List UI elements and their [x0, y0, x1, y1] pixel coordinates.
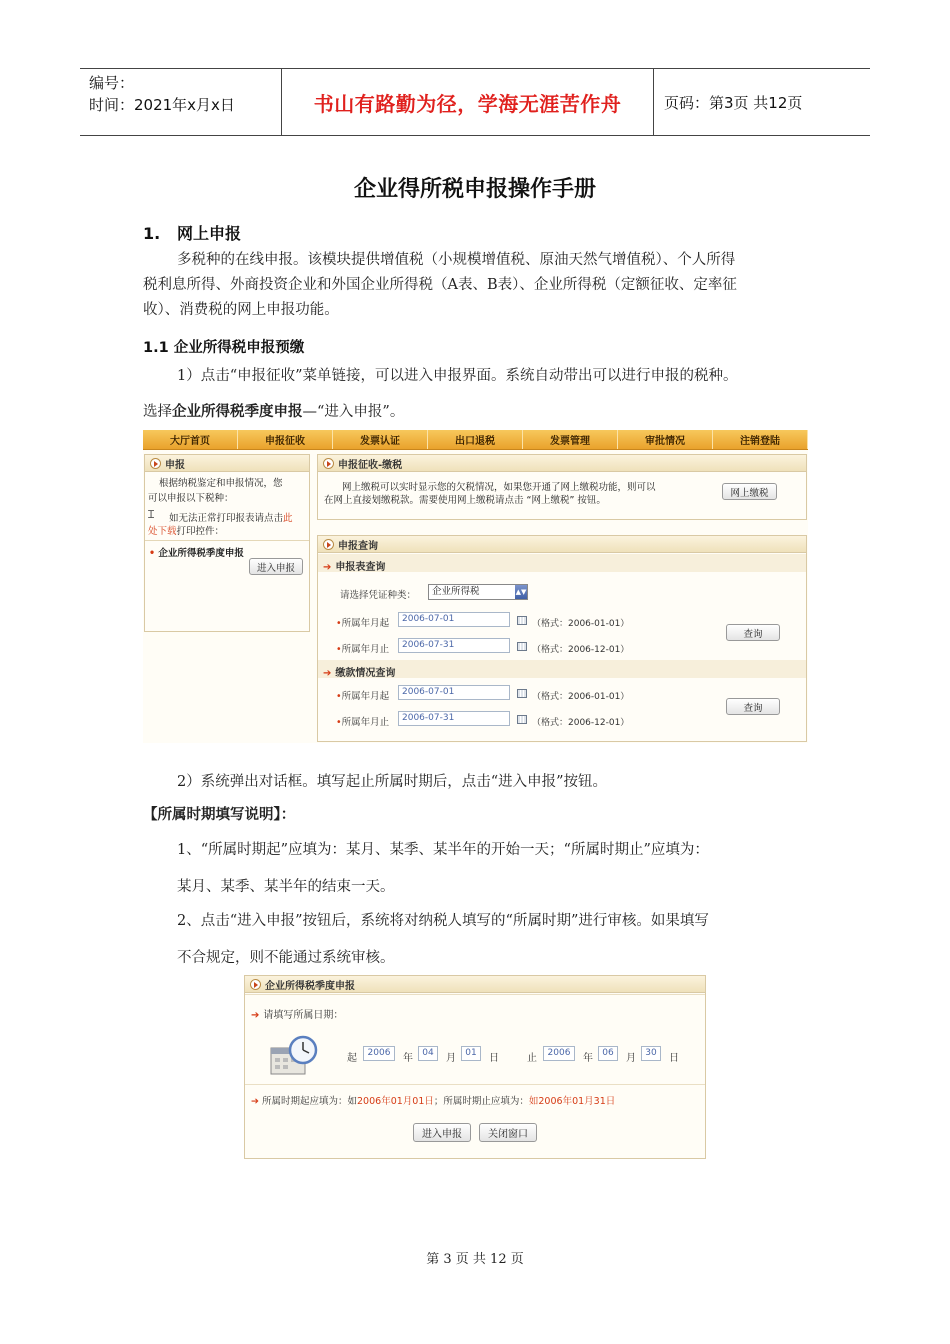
document-header [80, 68, 870, 136]
unit-day: 日 [489, 1053, 499, 1064]
panel-arrow-icon [150, 458, 161, 469]
panel-arrow-icon [323, 458, 334, 469]
pay-to-format-hint: （格式：2006-12-01） [532, 718, 630, 728]
text-cursor-icon: Ɪ [148, 508, 155, 521]
date-prompt: ➔ 请填写所属日期： [251, 1010, 344, 1021]
page-footer: 第 3 页 共 12 页 [426, 1252, 524, 1267]
nav-item-export-refund[interactable]: 出口退税 [428, 430, 523, 449]
to-date-input[interactable]: 2006-07-31 [398, 638, 510, 653]
step1-text: 1）点击“申报征收”菜单链接，可以进入申报界面。系统自动带出可以进行申报的税种。 [177, 368, 738, 384]
calendar-clock-icon [267, 1034, 319, 1078]
period-dialog-screenshot [244, 975, 706, 1159]
start-month-input[interactable]: 04 [418, 1046, 438, 1061]
header-time: 时间：2021年x月x日 [89, 96, 235, 114]
bullet-icon: • [149, 548, 156, 559]
end-day-input[interactable]: 30 [641, 1046, 661, 1061]
nav-item-invoice-manage[interactable]: 发票管理 [523, 430, 618, 449]
pay-from-date-input[interactable]: 2006-07-01 [398, 685, 510, 700]
pay-panel: 申报征收-缴税 网上缴税可以实时显示您的欠税情况，如果您开通了网上缴税功能，则可以 在网上直接划缴税款。需要使用网上缴税请点击 “网上缴税” 按钮。 网上缴税 [317, 454, 807, 520]
select-prefix: 选择 [143, 404, 172, 420]
header-motto: 书山有路勤为径，学海无涯苦作舟 [282, 69, 654, 135]
voucher-type-select[interactable]: 企业所得税 ▲▼ [428, 584, 528, 600]
from-label: •所属年月起 [336, 618, 390, 629]
unit-year: 年 [583, 1053, 593, 1064]
tax-portal-screenshot [143, 430, 808, 743]
period-note: ➔ 所属时期起应填为：如2006年01月01日；所属时期止应填为：如2006年01月31日 [251, 1096, 616, 1107]
page-title: 企业得所税申报操作手册 [353, 176, 596, 202]
online-pay-button[interactable]: 网上缴税 [722, 483, 777, 500]
nav-bar [143, 430, 808, 450]
dropdown-icon: ▲▼ [515, 585, 527, 599]
step2-text: 2）系统弹出对话框。填写起止所属时期后，点击“进入申报”按钮。 [177, 774, 608, 790]
download-link[interactable]: 此 [283, 513, 293, 524]
select-instruction [143, 400, 404, 421]
from-format-hint: （格式：2006-01-01） [532, 619, 630, 629]
calendar-icon[interactable] [517, 715, 527, 724]
to-label: •所属年月止 [336, 644, 390, 655]
note1-line-a: 1、“所属时期起”应填为：某月、某季、某半年的开始一天；“所属时期止”应填为： [177, 842, 709, 858]
paragraph-line: 多税种的在线申报。该模块提供增值税（小规模增值税、原油天然气增值税）、个人所得 [177, 252, 736, 268]
calendar-icon[interactable] [517, 616, 527, 625]
arrow-icon: ➔ [323, 668, 332, 679]
from-date-input[interactable]: 2006-07-01 [398, 612, 510, 627]
start-day-input[interactable]: 01 [461, 1046, 481, 1061]
calendar-icon[interactable] [517, 642, 527, 651]
pay-from-format-hint: （格式：2006-01-01） [532, 692, 630, 702]
nav-item-approval[interactable]: 审批情况 [618, 430, 713, 449]
declare-panel-text: 根据纳税鉴定和申报情况，您 [159, 478, 283, 489]
report-query-heading: ➔ 申报表查询 [323, 562, 386, 573]
arrow-icon: ➔ [251, 1010, 260, 1021]
note1-line-b: 某月、某季、某半年的结束一天。 [177, 879, 395, 895]
nav-item-declare[interactable]: 申报征收 [238, 430, 333, 449]
start-year-input[interactable]: 2006 [363, 1046, 395, 1061]
payment-query-button[interactable]: 查询 [726, 698, 780, 715]
select-suffix: —“进入申报”。 [302, 404, 405, 420]
report-query-button[interactable]: 查询 [726, 624, 780, 641]
voucher-type-label: 请选择凭证种类： [340, 590, 417, 601]
start-label: 起 [347, 1053, 357, 1064]
header-number: 编号： [89, 74, 135, 92]
pay-panel-header: 申报征收-缴税 [318, 455, 806, 472]
to-format-hint: （格式：2006-12-01） [532, 645, 630, 655]
section-number: 1. [143, 224, 161, 243]
section-paragraph [143, 248, 808, 323]
enter-declare-button[interactable]: 进入申报 [249, 558, 303, 575]
tax-item: • 企业所得税季度申报 [149, 548, 244, 559]
end-year-input[interactable]: 2006 [543, 1046, 575, 1061]
unit-year: 年 [403, 1053, 413, 1064]
header-page-info: 页码：第3页 共12页 [664, 93, 803, 112]
unit-month: 月 [626, 1053, 636, 1064]
header-meta [80, 69, 282, 135]
declare-panel: 申报 根据纳税鉴定和申报情况，您 可以申报以下税种： Ɪ 如无法正常打印报表请点击此 处下载打印控件： • 企业所得税季度申报 进入申报 [144, 454, 310, 632]
section-heading-text: 网上申报 [177, 224, 242, 243]
nav-item-logout[interactable]: 注销登陆 [713, 430, 808, 449]
note2-line-b: 不合规定，则不能通过系统审核。 [177, 950, 395, 966]
paragraph-line: 收）、消费税的网上申报功能。 [143, 302, 339, 318]
select-bold: 企业所得税季度申报 [172, 404, 303, 420]
close-window-button[interactable]: 关闭窗口 [479, 1123, 537, 1142]
pay-from-label: •所属年月起 [336, 691, 390, 702]
download-link-2[interactable]: 处下载 [148, 526, 177, 537]
subsection-heading: 1.1 企业所得税申报预缴 [143, 340, 305, 356]
payment-query-heading: ➔ 缴款情况查询 [323, 668, 396, 679]
pay-to-label: •所属年月止 [336, 717, 390, 728]
declare-panel-header: 申报 [145, 455, 309, 472]
query-panel [317, 535, 807, 742]
enter-declare-button[interactable]: 进入申报 [413, 1123, 471, 1142]
query-panel-header: 申报查询 [318, 536, 806, 553]
paragraph-line: 税利息所得、外商投资企业和外国企业所得税（A表、B表）、企业所得税（定额征收、定率征 [143, 277, 737, 293]
end-month-input[interactable]: 06 [598, 1046, 618, 1061]
dialog-header: 企业所得税季度申报 [245, 976, 705, 993]
nav-item-invoice-auth[interactable]: 发票认证 [333, 430, 428, 449]
pay-to-date-input[interactable]: 2006-07-31 [398, 711, 510, 726]
section-heading [143, 221, 241, 244]
nav-item-home[interactable]: 大厅首页 [143, 430, 238, 449]
arrow-icon: ➔ [251, 1096, 259, 1107]
unit-day: 日 [669, 1053, 679, 1064]
calendar-icon[interactable] [517, 689, 527, 698]
note2-line-a: 2、点击“进入申报”按钮后，系统将对纳税人填写的“所属时期”进行审核。如果填写 [177, 913, 709, 929]
panel-arrow-icon [323, 539, 334, 550]
note-heading: 【所属时期填写说明】： [143, 807, 296, 823]
arrow-icon: ➔ [323, 562, 332, 573]
panel-arrow-icon [250, 979, 261, 990]
end-label: 止 [527, 1053, 537, 1064]
unit-month: 月 [446, 1053, 456, 1064]
